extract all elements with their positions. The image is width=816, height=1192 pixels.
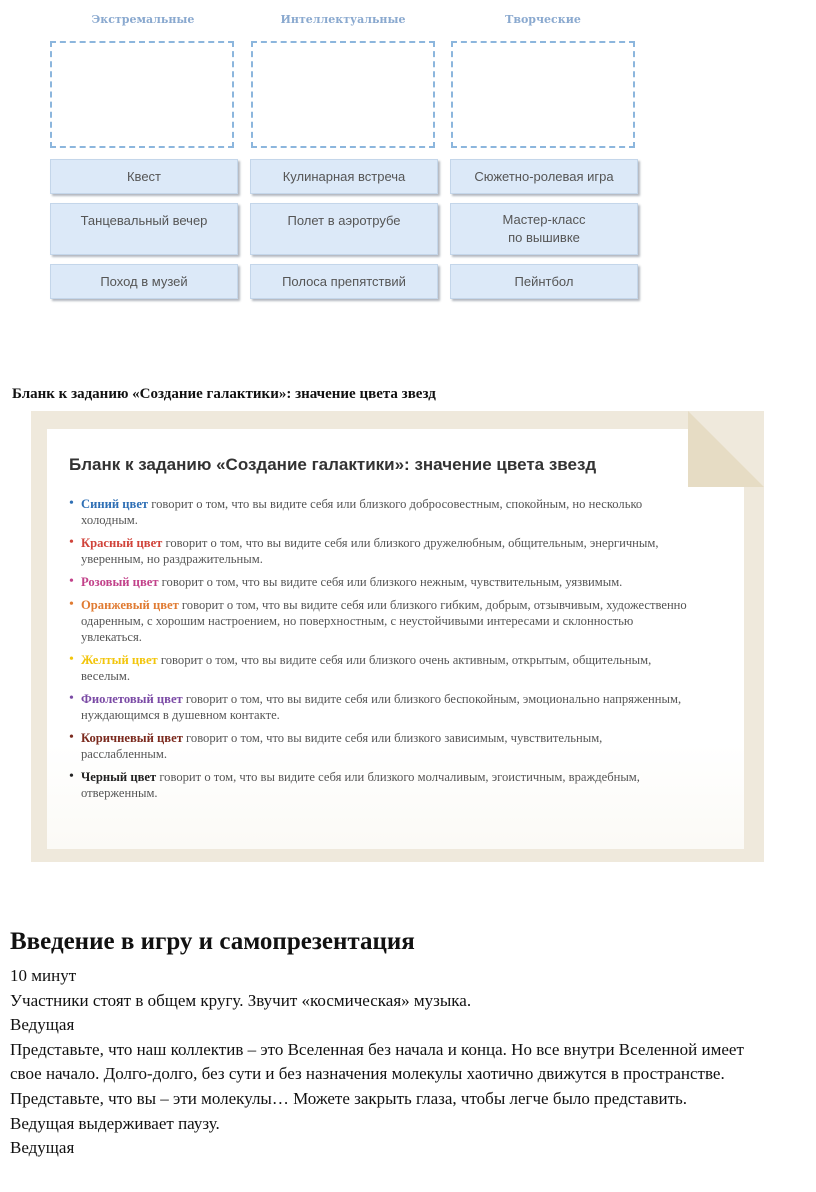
dropzone-extreme[interactable] (50, 41, 234, 148)
card-label: Танцевальный вечер (80, 213, 208, 228)
color-name: Черный цвет (81, 770, 157, 784)
card-label: Поход в музей (100, 273, 188, 289)
body-paragraph: Участники стоят в общем кругу. Звучит «космическая» музыка. (10, 990, 472, 1010)
category-intellectual-heading: Интеллектуальные (280, 13, 406, 26)
star-colors-image (31, 411, 764, 862)
card-embroidery-masterclass[interactable] (450, 203, 638, 255)
card-label: Мастер-класс по вышивке (502, 212, 586, 245)
bullet-icon: • (69, 769, 74, 784)
card-wind-tunnel[interactable] (250, 203, 438, 255)
image-title: Бланк к заданию «Создание галактики»: значение цвета звезд (69, 455, 597, 474)
blank-heading: Бланк к заданию «Создание галактики»: значение цвета звезд (12, 386, 436, 402)
bullet-icon: • (69, 535, 74, 550)
color-name: Желтый цвет (81, 653, 158, 667)
card-label: Полет в аэротрубе (287, 213, 401, 228)
body-paragraph: Ведущая (10, 1138, 75, 1158)
body-paragraph: Ведущая (10, 1015, 75, 1035)
category-creative-heading: Творческие (505, 13, 581, 26)
color-meaning-item (69, 652, 689, 684)
color-description: говорит о том, что вы видите себя или близкого гибким, добрым, отзывчивым, художественно одаренным, с хорошим настроением, но поверхностным, с неустойчивыми интересами и склонностью увлекаться. (81, 598, 687, 644)
card-dance-evening[interactable] (50, 203, 238, 255)
color-description: говорит о том, что вы видите себя или близкого беспокойным, эмоционально напряженным, нуждающимся в душевном контакте. (81, 692, 682, 722)
color-description: говорит о том, что вы видите себя или близкого очень активным, открытым, общительным, веселым. (81, 653, 652, 683)
color-name: Коричневый цвет (81, 731, 183, 745)
color-description: говорит о том, что вы видите себя или близкого дружелюбным, общительным, энергичным, уверенным, но раздражительным. (81, 536, 659, 566)
bullet-icon: • (69, 652, 74, 667)
color-meaning-list (69, 496, 689, 808)
section-body (10, 964, 770, 1161)
dropzone-creative[interactable] (451, 41, 635, 148)
color-meaning-item (69, 496, 689, 528)
color-description: говорит о том, что вы видите себя или близкого молчаливым, эгоистичным, враждебным, отверженным. (81, 770, 640, 800)
color-name: Оранжевый цвет (81, 598, 179, 612)
card-label: Кулинарная встреча (282, 168, 406, 184)
card-role-play[interactable] (450, 159, 638, 194)
paper-sheet (47, 429, 744, 849)
card-label: Квест (126, 168, 162, 184)
bullet-icon: • (69, 691, 74, 706)
color-description: говорит о том, что вы видите себя или близкого нежным, чувствительным, уязвимым. (158, 575, 623, 589)
color-meaning-item (69, 535, 689, 567)
bullet-icon: • (69, 574, 74, 589)
color-description: говорит о том, что вы видите себя или близкого зависимым, чувствительным, расслабленным. (81, 731, 603, 761)
bullet-icon: • (69, 730, 74, 745)
color-meaning-item (69, 574, 689, 590)
category-extreme-heading: Экстремальные (91, 13, 195, 26)
color-description: говорит о том, что вы видите себя или близкого добросовестным, спокойным, но несколько холодным. (81, 497, 643, 527)
color-name: Синий цвет (81, 497, 149, 511)
color-name: Розовый цвет (81, 575, 159, 589)
color-meaning-item (69, 769, 689, 801)
color-meaning-item (69, 730, 689, 762)
card-label: Пейнтбол (514, 273, 574, 289)
page-fold-corner (688, 411, 764, 487)
color-meaning-item (69, 597, 689, 645)
card-culinary-meeting[interactable] (250, 159, 438, 194)
section-title: Введение в игру и самопрезентация (10, 928, 415, 955)
card-label: Полоса препятствий (282, 273, 406, 289)
color-name: Красный цвет (81, 536, 163, 550)
card-quest[interactable] (50, 159, 238, 194)
bullet-icon: • (69, 496, 74, 511)
dropzone-intellectual[interactable] (251, 41, 435, 148)
bullet-icon: • (69, 597, 74, 612)
card-museum-trip[interactable] (50, 264, 238, 299)
card-label: Сюжетно-ролевая игра (474, 168, 614, 184)
body-paragraph: Представьте, что наш коллектив – это Вселенная без начала и конца. Но все внутри Вселенной имеет свое начало. Долго-долго, без сути и без назначения молекулы хаотично движутся в пространстве. Представьте, что вы – эти молекулы… Можете закрыть глаза, чтобы легче было представить. (10, 1039, 744, 1108)
card-paintball[interactable] (450, 264, 638, 299)
card-obstacle-course[interactable] (250, 264, 438, 299)
body-paragraph: 10 минут (10, 966, 77, 985)
color-name: Фиолетовый цвет (81, 692, 183, 706)
color-meaning-item (69, 691, 689, 723)
body-paragraph: Ведущая выдерживает паузу. (10, 1113, 220, 1133)
